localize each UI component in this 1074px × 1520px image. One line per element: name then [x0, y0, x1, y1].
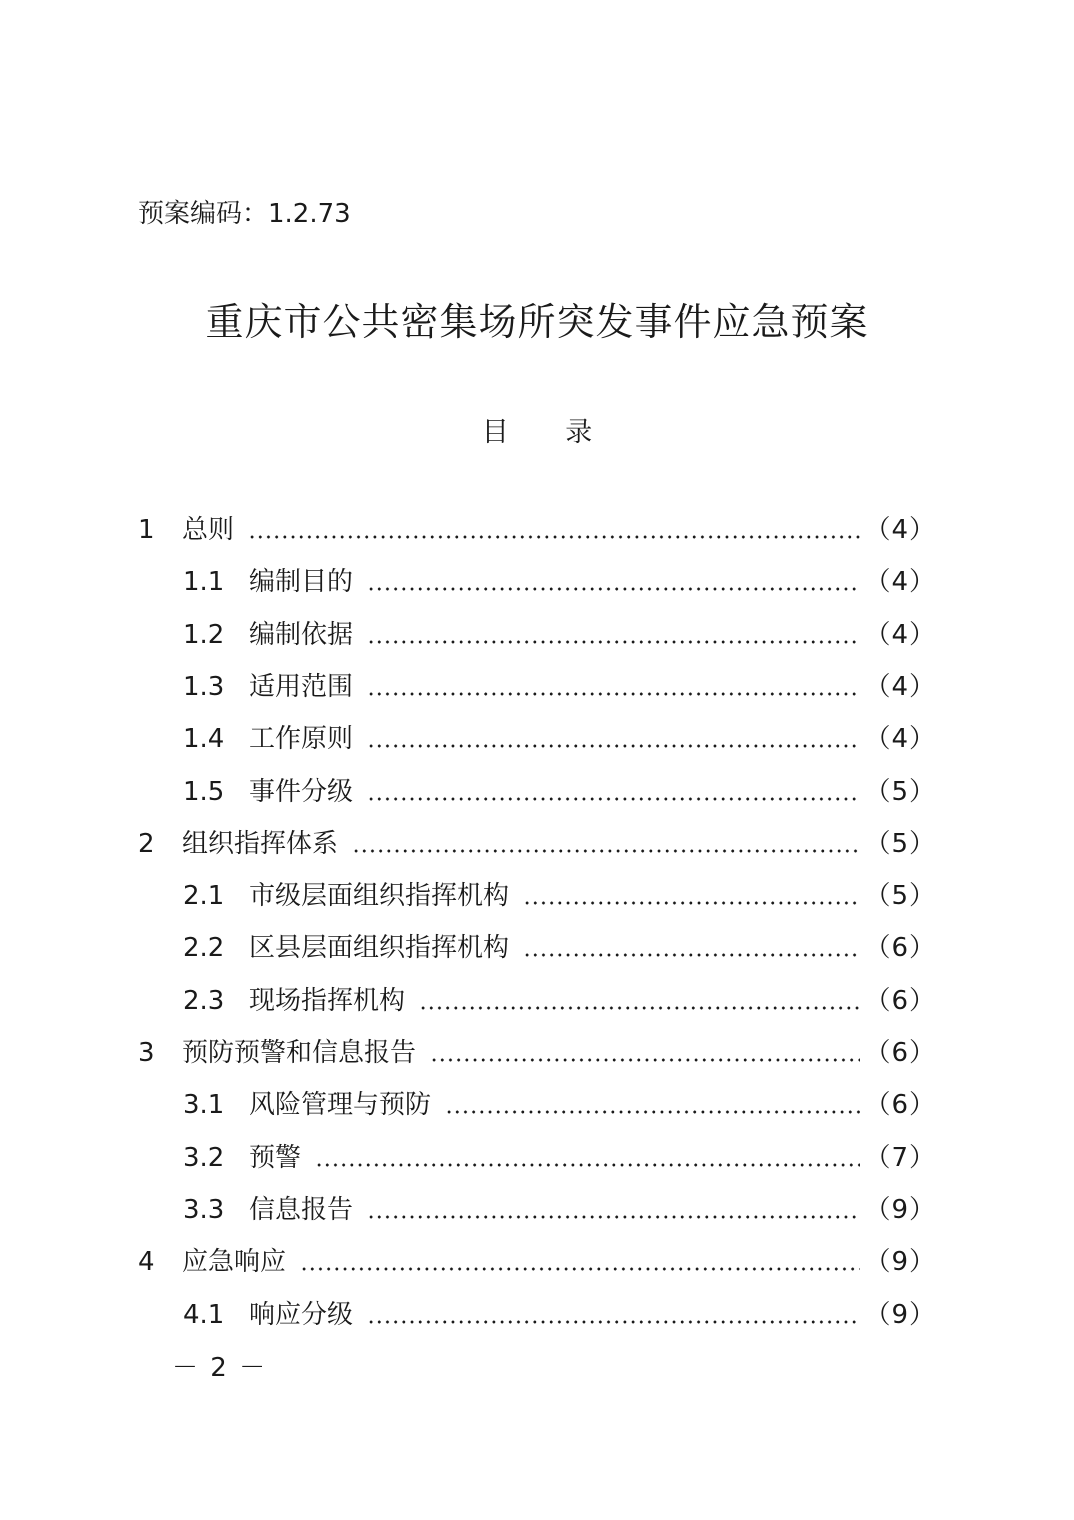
toc-entry[interactable]	[183, 1085, 936, 1125]
toc-dot-leader	[367, 1295, 860, 1335]
toc-entry-title: 总则	[182, 515, 235, 545]
toc-entry-number: 3.1	[183, 1090, 225, 1120]
toc-entry-page: （6）	[864, 986, 936, 1016]
toc-entry[interactable]	[183, 876, 936, 916]
toc-entry-number: 4	[138, 1247, 155, 1277]
toc-entry-title: 应急响应	[182, 1247, 287, 1277]
toc-entry-title: 编制依据	[249, 620, 354, 650]
toc-entry-page: （4）	[864, 672, 936, 702]
toc-entry-title: 信息报告	[249, 1195, 354, 1225]
toc-entry-page: （4）	[864, 567, 936, 597]
toc-dot-leader	[445, 1085, 860, 1125]
toc-entry-title: 预警	[249, 1143, 302, 1173]
toc-dot-leader	[430, 1033, 860, 1073]
toc-dot-leader	[367, 615, 860, 655]
toc-entry[interactable]	[183, 981, 936, 1021]
toc-entry-page: （6）	[864, 1090, 936, 1120]
toc-entry-page: （6）	[864, 933, 936, 963]
toc-entry-title: 组织指挥体系	[182, 829, 339, 859]
toc-entry-number: 1.3	[183, 672, 225, 702]
toc-entry-title: 编制目的	[249, 567, 354, 597]
toc-entry-title: 预防预警和信息报告	[182, 1038, 417, 1068]
toc-dot-leader	[352, 824, 860, 864]
toc-entry-number: 1.5	[183, 777, 225, 807]
toc-dot-leader	[523, 876, 860, 916]
toc-entry-number: 1	[138, 515, 155, 545]
toc-entry-number: 3.2	[183, 1143, 225, 1173]
toc-dot-leader	[367, 1190, 860, 1230]
toc-entry-number: 1.4	[183, 724, 225, 754]
toc-entry-title: 事件分级	[249, 777, 354, 807]
toc-entry-page: （5）	[864, 829, 936, 859]
toc-dot-leader	[300, 1242, 860, 1282]
toc-entry-page: （9）	[864, 1247, 936, 1277]
toc-entry[interactable]	[183, 772, 936, 812]
toc-entry-title: 风险管理与预防	[249, 1090, 432, 1120]
toc-dot-leader	[419, 981, 860, 1021]
toc-entry-page: （9）	[864, 1195, 936, 1225]
toc-dot-leader	[367, 562, 860, 602]
toc-dot-leader	[315, 1138, 860, 1178]
toc-entry-title: 现场指挥机构	[249, 986, 406, 1016]
toc-entry[interactable]	[183, 1190, 936, 1230]
toc-entry[interactable]	[138, 1242, 936, 1282]
page-number-footer: － 2 －	[172, 1353, 268, 1383]
toc-entry[interactable]	[183, 667, 936, 707]
toc-entry-number: 1.2	[183, 620, 225, 650]
toc-entry[interactable]	[138, 824, 936, 864]
toc-dot-leader	[523, 928, 860, 968]
toc-entry[interactable]	[183, 562, 936, 602]
toc-dot-leader	[367, 667, 860, 707]
toc-entry-number: 2.1	[183, 881, 225, 911]
toc-entry-number: 4.1	[183, 1300, 225, 1330]
toc-entry-page: （9）	[864, 1300, 936, 1330]
toc-entry[interactable]	[138, 510, 936, 550]
toc-dot-leader	[367, 772, 860, 812]
toc-entry-page: （4）	[864, 724, 936, 754]
toc-entry[interactable]	[183, 1295, 936, 1335]
toc-entry[interactable]	[183, 615, 936, 655]
toc-entry-page: （6）	[864, 1038, 936, 1068]
toc-entry[interactable]	[183, 928, 936, 968]
toc-heading: 目 录	[481, 417, 617, 448]
toc-entry-title: 工作原则	[249, 724, 354, 754]
toc-entry-title: 市级层面组织指挥机构	[249, 881, 510, 911]
toc-entry[interactable]	[183, 719, 936, 759]
toc-entry[interactable]	[138, 1033, 936, 1073]
toc-entry-page: （7）	[864, 1143, 936, 1173]
toc-entry-page: （5）	[864, 881, 936, 911]
toc-entry-title: 响应分级	[249, 1300, 354, 1330]
toc-entry-number: 2.2	[183, 933, 225, 963]
toc-entry-title: 适用范围	[249, 672, 354, 702]
toc-entry-page: （4）	[864, 620, 936, 650]
toc-entry[interactable]	[183, 1138, 936, 1178]
toc-entry-page: （5）	[864, 777, 936, 807]
toc-entry-number: 2	[138, 829, 155, 859]
toc-entry-title: 区县层面组织指挥机构	[249, 933, 510, 963]
toc-entry-number: 3.3	[183, 1195, 225, 1225]
toc-entry-number: 2.3	[183, 986, 225, 1016]
toc-dot-leader	[248, 510, 860, 550]
plan-code: 预案编码：1.2.73	[138, 199, 351, 229]
document-title: 重庆市公共密集场所突发事件应急预案	[205, 300, 869, 344]
toc-entry-number: 3	[138, 1038, 155, 1068]
toc-entry-page: （4）	[864, 515, 936, 545]
toc-entry-number: 1.1	[183, 567, 225, 597]
toc-dot-leader	[367, 719, 860, 759]
